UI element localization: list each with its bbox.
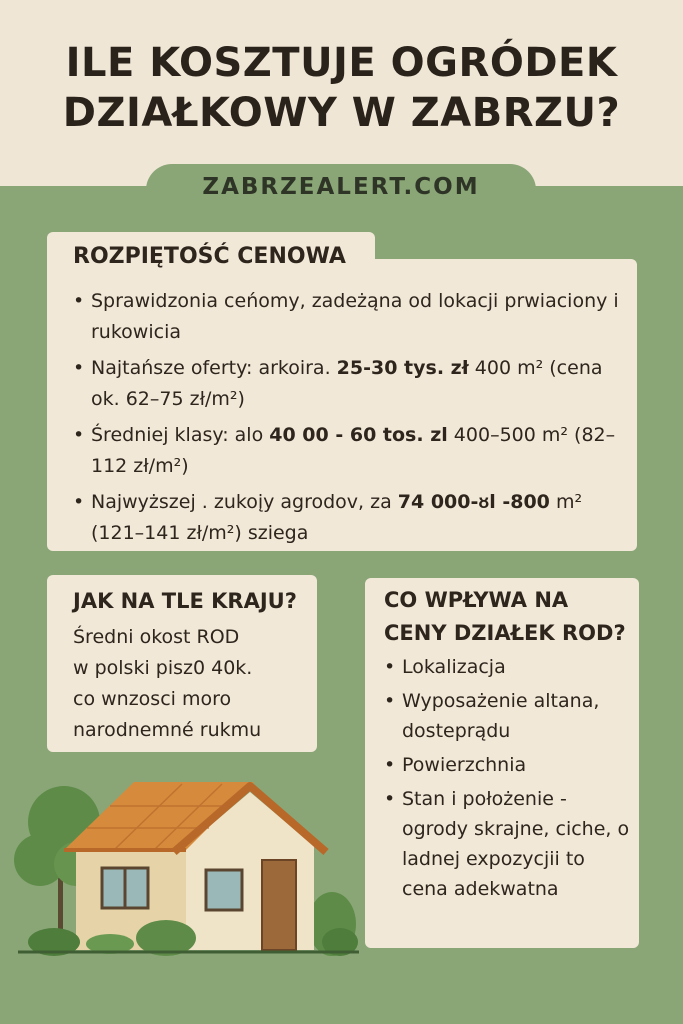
title-line-1: ILE KOSZTUJE OGRÓDEK [65,40,618,86]
country-text [73,622,309,746]
country-line: co wnzosci moro [73,688,232,710]
factor-item: • Stan i położenie - ogrody skrajne, ciche, o ladnej expozycjii to cena adekwatna [384,784,634,904]
title-line-2: DZIAŁKOWY W ZABRZU? [62,90,621,136]
factors-heading: CO WPŁYWA NA CENY DZIAŁEK ROD? [384,588,626,645]
price-item: • Najwyższej . zukoįy agrodov, za 74 000-ᴕl -800 m² (121–141 zł/m²) sziega [73,487,621,549]
price-item: • Sprawidzonia ceńomy, zadeżąna od lokacji prwiaciony i rukowicia [73,286,621,348]
factor-item: • Lokalizacja [384,652,634,682]
factor-item: • Wyposażenie altana, dosteprądu [384,686,634,746]
country-line: w polski pisz0 40k. [73,657,253,679]
site-tab [146,164,536,214]
house-illustration [14,772,359,957]
price-item: • Najtańsze oferty: arkoira. 25-30 tys. zł 400 m² (cena ok. 62–75 zł/m²) [73,353,621,415]
factors-list [384,652,634,908]
factor-item: • Powierzchnia [384,750,634,780]
bush-icon [308,892,358,956]
country-heading: JAK NA TLE KRAJU? [73,589,297,613]
price-range-list [73,286,621,554]
site-label: ZABRZEALERT.COM [202,174,480,200]
house-window [206,870,242,910]
page-title [0,38,683,138]
country-line: Średni okost ROD [73,626,240,648]
country-line: narodnemné rukmu [73,719,262,741]
price-range-heading: ROZPIĘTOŚĆ CENOWA [73,244,346,269]
price-item: • Średniej klasy: alo 40 00 - 60 tos. zl 400–500 m² (82–112 zł/m²) [73,420,621,482]
house-door [262,860,296,950]
